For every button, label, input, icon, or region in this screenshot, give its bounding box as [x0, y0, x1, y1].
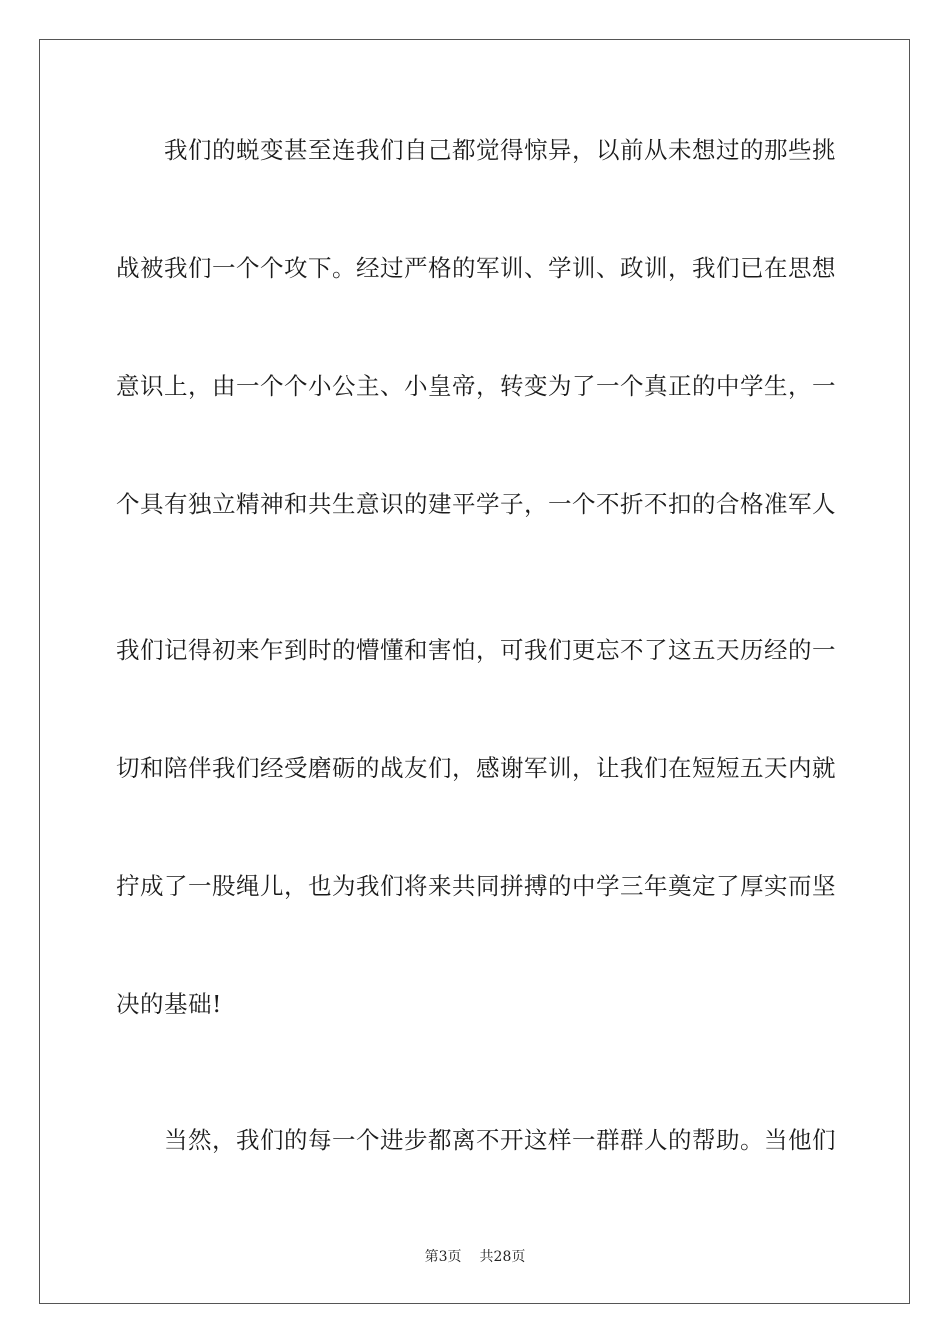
- page-footer: [0, 1247, 950, 1267]
- paragraph-line-9: 当然，我们的每一个进步都离不开这样一群群人的帮助。当他们: [164, 1126, 836, 1154]
- paragraph-line-3: 意识上，由一个个小公主、小皇帝，转变为了一个真正的中学生，一: [116, 372, 836, 400]
- paragraph-line-1: 我们的蜕变甚至连我们自己都觉得惊异，以前从未想过的那些挑: [164, 136, 836, 164]
- paragraph-line-7: 拧成了一股绳儿，也为我们将来共同拼搏的中学三年奠定了厚实而坚: [116, 872, 836, 900]
- paragraph-line-8: 决的基础!: [116, 990, 222, 1018]
- paragraph-line-2: 战被我们一个个攻下。经过严格的军训、学训、政训，我们已在思想: [116, 254, 836, 282]
- paragraph-line-4: 个具有独立精神和共生意识的建平学子，一个不折不扣的合格准军人: [116, 490, 836, 518]
- paragraph-line-6: 切和陪伴我们经受磨砺的战友们，感谢军训，让我们在短短五天内就: [116, 754, 836, 782]
- paragraph-line-5: 我们记得初来乍到时的懵懂和害怕，可我们更忘不了这五天历经的一: [116, 636, 836, 664]
- page-total: 共28页: [479, 1249, 526, 1265]
- page-border: [39, 39, 910, 1304]
- page-number: 第3页: [424, 1249, 462, 1265]
